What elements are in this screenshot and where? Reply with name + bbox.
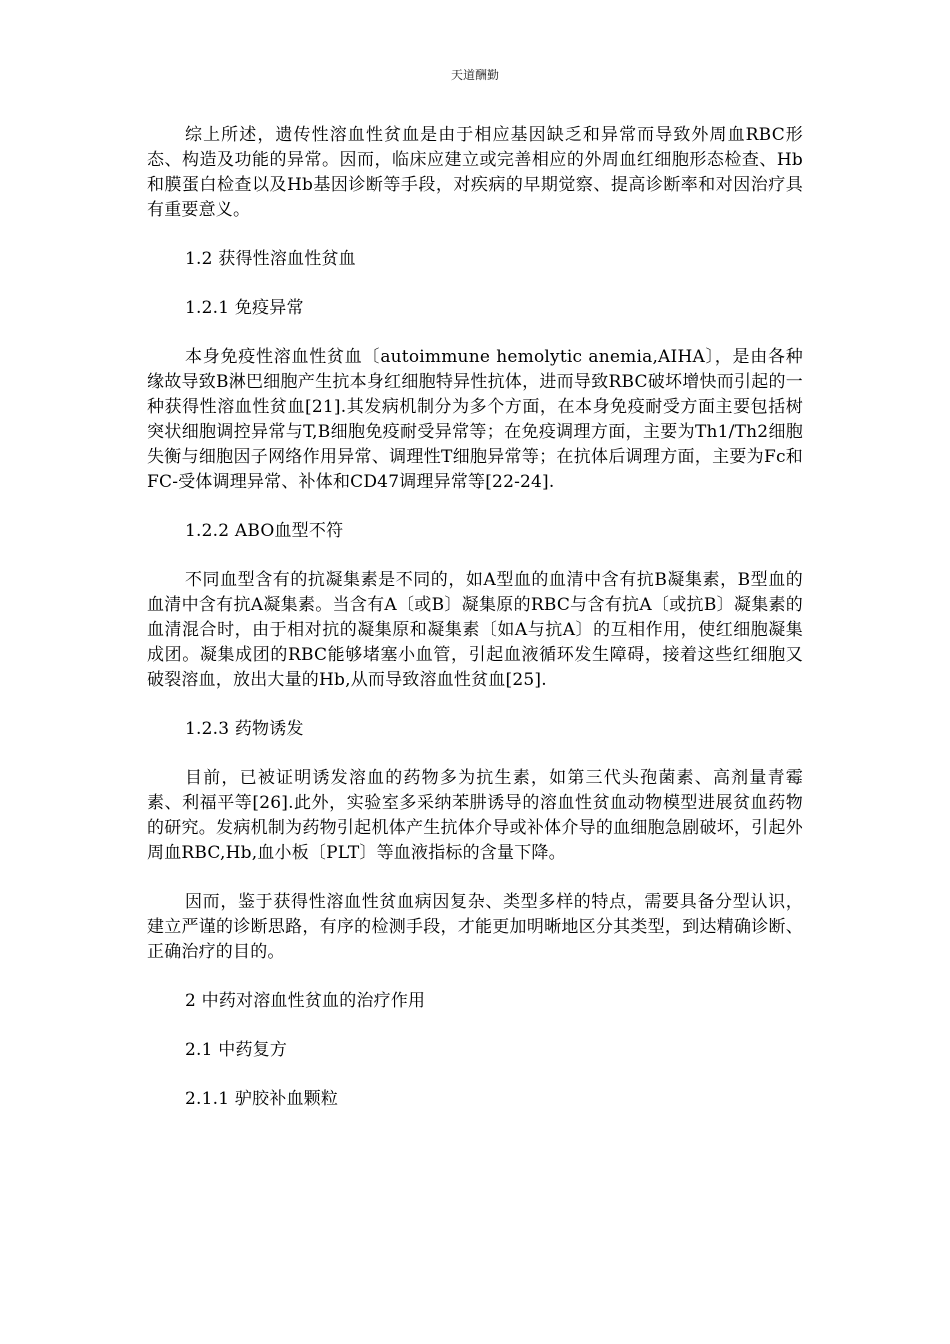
section-heading-2: 2 中药对溶血性贫血的治疗作用 [185,991,426,1011]
paragraph-aiha: 本身免疫性溶血性贫血〔autoimmune hemolytic anemia,AIHA〕，是由各种缘故导致B淋巴细胞产生抗本身红细胞特异性抗体，进而导致RBC破坏增快而引起的一种获得性溶血性贫血[21].其发病机制分为多个方面，在本身免疫耐受方面主要包括树突状细胞调控异常与T,B细胞免疫耐受异常等；在免疫调理方面，主要为Th1/Th2细胞失衡与细胞因子网络作用异常、调理性T细胞异常等；在抗体后调理方面，主要为Fc和FC-受体调理异常、补体和CD47调理异常等[22-24]. [147,347,803,492]
section-heading-2-1-1: 2.1.1 驴胶补血颗粒 [185,1089,339,1109]
section-heading-1-2-3: 1.2.3 药物诱发 [185,719,304,739]
section-heading-1-2: 1.2 获得性溶血性贫血 [185,249,356,269]
section-heading-2-1: 2.1 中药复方 [185,1040,288,1060]
section-heading-1-2-2: 1.2.2 ABO血型不符 [185,521,344,541]
paragraph-conclusion-hereditary: 综上所述，遗传性溶血性贫血是由于相应基因缺乏和异常而导致外周血RBC形态、构造及功能的异常。因而，临床应建立或完善相应的外周血红细胞形态检查、Hb和膜蛋白检查以及Hb基因诊断等手段，对疾病的早期觉察、提高诊断率和对因治疗具有重要意义。 [147,125,803,220]
paragraph-drug-induced: 目前，已被证明诱发溶血的药物多为抗生素，如第三代头孢菌素、高剂量青霉素、利福平等[26].此外，实验室多采纳苯肼诱导的溶血性贫血动物模型进展贫血药物的研究。发病机制为药物引起机体产生抗体介导或补体介导的血细胞急剧破坏，引起外周血RBC,Hb,血小板〔PLT〕等血液指标的含量下降。 [147,768,803,863]
page-header: 天道酬勤 [450,68,499,82]
section-heading-1-2-1: 1.2.1 免疫异常 [185,298,304,318]
paragraph-acquired-summary: 因而，鉴于获得性溶血性贫血病因复杂、类型多样的特点，需要具备分型认识，建立严谨的诊断思路，有序的检测手段，才能更加明晰地区分其类型，到达精确诊断、正确治疗的目的。 [147,892,803,962]
paragraph-abo-mismatch: 不同血型含有的抗凝集素是不同的，如A型血的血清中含有抗B凝集素，B型血的血清中含有抗A凝集素。当含有A〔或B〕凝集原的RBC与含有抗A〔或抗B〕凝集素的血清混合时，由于相对抗的凝集原和凝集素〔如A与抗A〕的互相作用，使红细胞凝集成团。凝集成团的RBC能够堵塞小血管，引起血液循环发生障碍，接着这些红细胞又破裂溶血，放出大量的Hb,从而导致溶血性贫血[25]. [147,570,803,690]
document-body [147,123,803,1112]
